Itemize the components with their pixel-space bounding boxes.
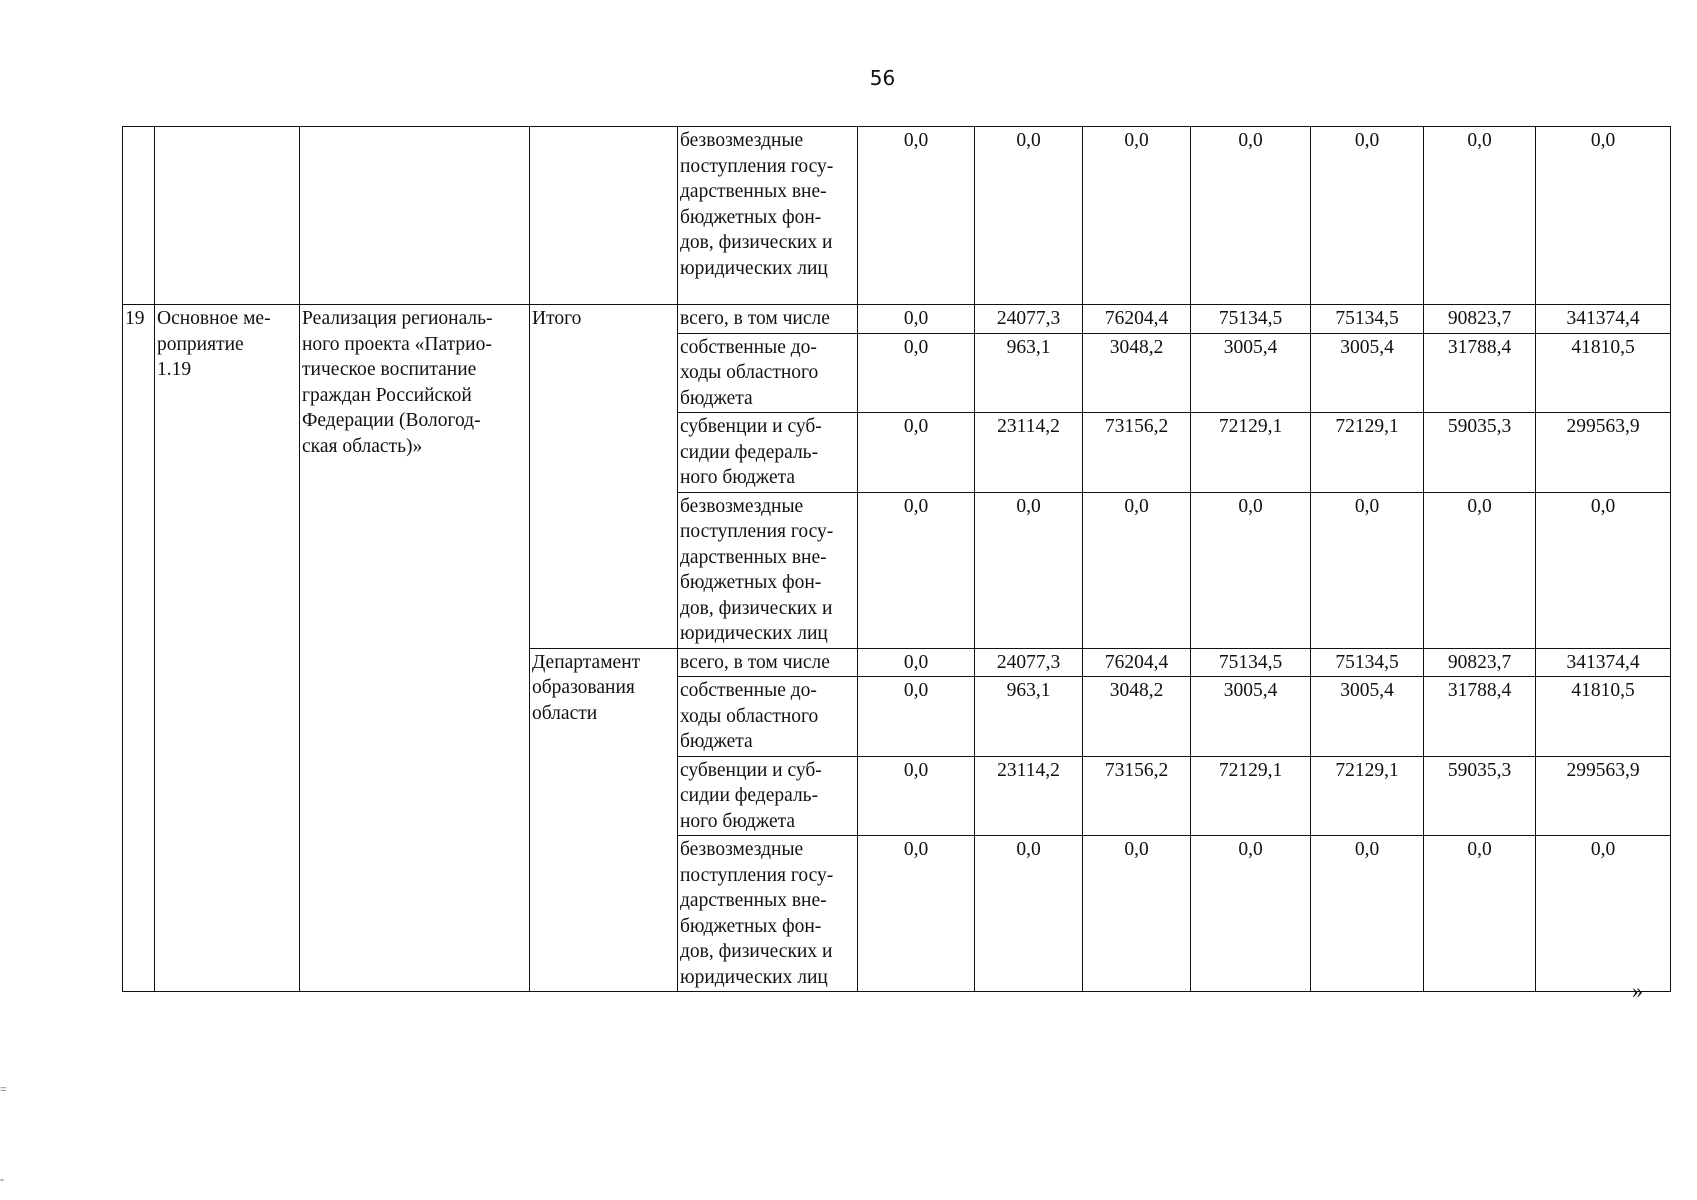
- value-cell: 3005,4: [1191, 677, 1311, 757]
- value-cell: 0,0: [1311, 127, 1424, 305]
- value-cell: 23114,2: [975, 413, 1083, 493]
- value-cell: 31788,4: [1424, 677, 1536, 757]
- value-cell: 341374,4: [1536, 648, 1671, 677]
- value-cell: 0,0: [858, 836, 975, 992]
- table-body: [123, 127, 1671, 992]
- funding-source-cell: собственные до- ходы областного бюджета: [678, 333, 858, 413]
- value-cell: 0,0: [858, 305, 975, 334]
- value-cell: 0,0: [975, 492, 1083, 648]
- measure-type-cell: Основное ме- роприятие 1.19: [155, 305, 300, 992]
- value-cell: 31788,4: [1424, 333, 1536, 413]
- value-cell: 24077,3: [975, 648, 1083, 677]
- value-cell: 0,0: [1191, 127, 1311, 305]
- value-cell: 41810,5: [1536, 333, 1671, 413]
- value-cell: 72129,1: [1191, 413, 1311, 493]
- continuation-row: [123, 127, 1671, 305]
- value-cell: 0,0: [1424, 836, 1536, 992]
- value-cell: 341374,4: [1536, 305, 1671, 334]
- funding-source-cell: всего, в том числе: [678, 305, 858, 334]
- value-cell: 0,0: [858, 756, 975, 836]
- value-cell: 0,0: [1424, 492, 1536, 648]
- value-cell: 75134,5: [1311, 305, 1424, 334]
- value-cell: 3048,2: [1083, 677, 1191, 757]
- edge-mark: -: [0, 1172, 4, 1186]
- funding-source-cell: безвозмездные поступления госу- дарственных вне- бюджетных фон- дов, физических и юридических лиц: [678, 836, 858, 992]
- executor-cell-empty: [530, 127, 678, 305]
- value-cell: 23114,2: [975, 756, 1083, 836]
- value-cell: 76204,4: [1083, 305, 1191, 334]
- value-cell: 3005,4: [1191, 333, 1311, 413]
- value-cell: 3005,4: [1311, 333, 1424, 413]
- value-cell: 0,0: [1311, 492, 1424, 648]
- value-cell: 0,0: [858, 413, 975, 493]
- value-cell: 0,0: [975, 836, 1083, 992]
- value-cell: 24077,3: [975, 305, 1083, 334]
- value-cell: 59035,3: [1424, 413, 1536, 493]
- table-row: [123, 305, 1671, 334]
- value-cell: 72129,1: [1311, 413, 1424, 493]
- measure-name-cell: Реализация региональ- ного проекта «Патрио- тическое воспитание граждан Российской Федерации (Вологод- ская область)»: [300, 305, 530, 992]
- type-cell-empty: [155, 127, 300, 305]
- value-cell: 0,0: [858, 648, 975, 677]
- value-cell: 963,1: [975, 677, 1083, 757]
- value-cell: 75134,5: [1191, 305, 1311, 334]
- value-cell: 0,0: [858, 127, 975, 305]
- value-cell: 41810,5: [1536, 677, 1671, 757]
- executor-cell: Итого: [530, 305, 678, 649]
- value-cell: 72129,1: [1311, 756, 1424, 836]
- value-cell: 0,0: [1536, 836, 1671, 992]
- value-cell: 59035,3: [1424, 756, 1536, 836]
- value-cell: 0,0: [1536, 492, 1671, 648]
- value-cell: 0,0: [975, 127, 1083, 305]
- value-cell: 0,0: [1191, 836, 1311, 992]
- value-cell: 75134,5: [1191, 648, 1311, 677]
- funding-source-cell: безвозмездные поступления госу- дарственных вне- бюджетных фон- дов, физических и юридических лиц: [678, 127, 858, 305]
- value-cell: 90823,7: [1424, 648, 1536, 677]
- value-cell: 0,0: [1083, 836, 1191, 992]
- funding-source-cell: субвенции и суб- сидии федераль- ного бюджета: [678, 413, 858, 493]
- funding-source-cell: всего, в том числе: [678, 648, 858, 677]
- value-cell: 0,0: [1536, 127, 1671, 305]
- measure-number-cell: 19: [123, 305, 155, 992]
- value-cell: 76204,4: [1083, 648, 1191, 677]
- value-cell: 3005,4: [1311, 677, 1424, 757]
- funding-source-cell: безвозмездные поступления госу- дарственных вне- бюджетных фон- дов, физических и юридических лиц: [678, 492, 858, 648]
- funding-source-cell: собственные до- ходы областного бюджета: [678, 677, 858, 757]
- value-cell: 73156,2: [1083, 756, 1191, 836]
- value-cell: 0,0: [1083, 127, 1191, 305]
- value-cell: 72129,1: [1191, 756, 1311, 836]
- value-cell: 3048,2: [1083, 333, 1191, 413]
- executor-cell: Департамент образования области: [530, 648, 678, 992]
- value-cell: 73156,2: [1083, 413, 1191, 493]
- value-cell: 299563,9: [1536, 756, 1671, 836]
- value-cell: 0,0: [858, 333, 975, 413]
- value-cell: 0,0: [1424, 127, 1536, 305]
- value-cell: 299563,9: [1536, 413, 1671, 493]
- page-number: 56: [869, 66, 896, 90]
- edge-mark: =: [0, 1082, 7, 1096]
- budget-table: [122, 126, 1671, 992]
- name-cell-empty: [300, 127, 530, 305]
- value-cell: 0,0: [1311, 836, 1424, 992]
- number-cell-empty: [123, 127, 155, 305]
- value-cell: 75134,5: [1311, 648, 1424, 677]
- funding-source-cell: субвенции и суб- сидии федераль- ного бюджета: [678, 756, 858, 836]
- value-cell: 0,0: [1191, 492, 1311, 648]
- closing-quote: »: [1632, 978, 1643, 1003]
- value-cell: 90823,7: [1424, 305, 1536, 334]
- value-cell: 0,0: [858, 677, 975, 757]
- value-cell: 963,1: [975, 333, 1083, 413]
- value-cell: 0,0: [858, 492, 975, 648]
- value-cell: 0,0: [1083, 492, 1191, 648]
